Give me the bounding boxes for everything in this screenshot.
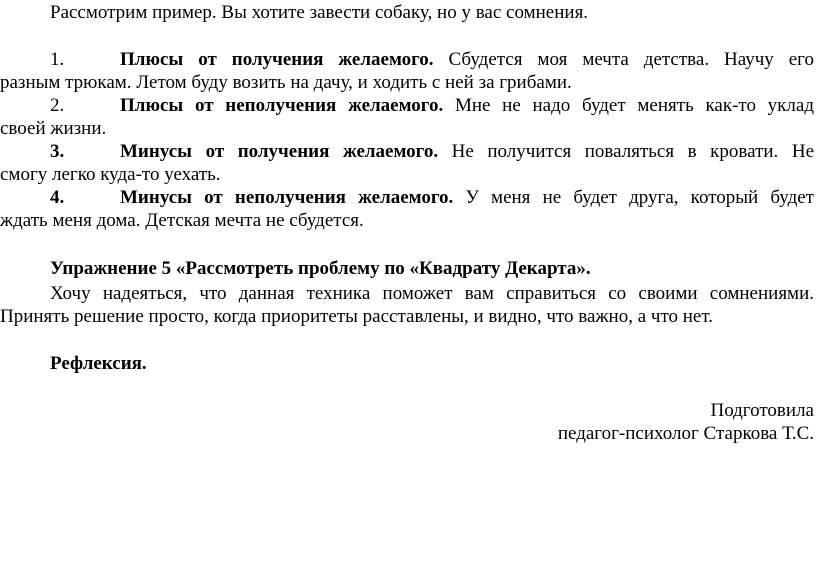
list-item-2-number: 2. — [50, 95, 65, 116]
list-item-4-text: У меня не будет друга, который будет — [465, 187, 814, 208]
list-item-3-line-2: смогу легко куда-то уехать. — [0, 164, 221, 185]
list-item-4-title: Минусы от неполучения желаемого. — [120, 187, 454, 208]
signature-line-1: Подготовила — [710, 400, 814, 421]
list-item-4-line-1 — [0, 187, 814, 209]
list-item-1-text: Сбудется моя мечта детства. Научу его — [448, 49, 814, 70]
list-item-3-text: Не получится поваляться в кровати. Не — [451, 141, 815, 162]
list-item-4-line-2: ждать меня дома. Детская мечта не сбудется. — [0, 210, 364, 231]
list-item-3-title: Минусы от получения желаемого. — [120, 141, 439, 162]
list-item-3-number: 3. — [50, 141, 65, 162]
signature-line-2: педагог-психолог Старкова Т.С. — [557, 423, 814, 444]
list-item-2-title: Плюсы от неполучения желаемого. — [120, 95, 444, 116]
list-item-1-line-2: разным трюкам. Летом буду возить на дачу, и ходить с ней за грибами. — [0, 72, 572, 93]
reflection-heading: Рефлексия. — [50, 353, 147, 374]
list-item-2-line-2: своей жизни. — [0, 118, 107, 139]
list-item-4-number: 4. — [50, 187, 65, 208]
list-item-2-line-1 — [0, 95, 814, 117]
list-item-1-title: Плюсы от получения желаемого. — [120, 49, 434, 70]
list-item-3-line-1 — [0, 141, 814, 163]
list-item-2-text: Мне не надо будет менять как-то уклад — [454, 95, 814, 116]
exercise-heading: Упражнение 5 «Рассмотреть проблему по «Квадрату Декарта». — [50, 258, 591, 279]
intro-paragraph: Рассмотрим пример. Вы хотите завести собаку, но у вас сомнения. — [50, 2, 589, 23]
list-item-1-line-1 — [0, 49, 814, 71]
list-item-1-number: 1. — [50, 49, 65, 70]
exercise-text-line-2: Принять решение просто, когда приоритеты расставлены, и видно, что важно, а что нет. — [0, 306, 713, 327]
exercise-text-line-1: Хочу надеяться, что данная техника поможет вам справиться со своими сомнениями. — [50, 283, 814, 304]
